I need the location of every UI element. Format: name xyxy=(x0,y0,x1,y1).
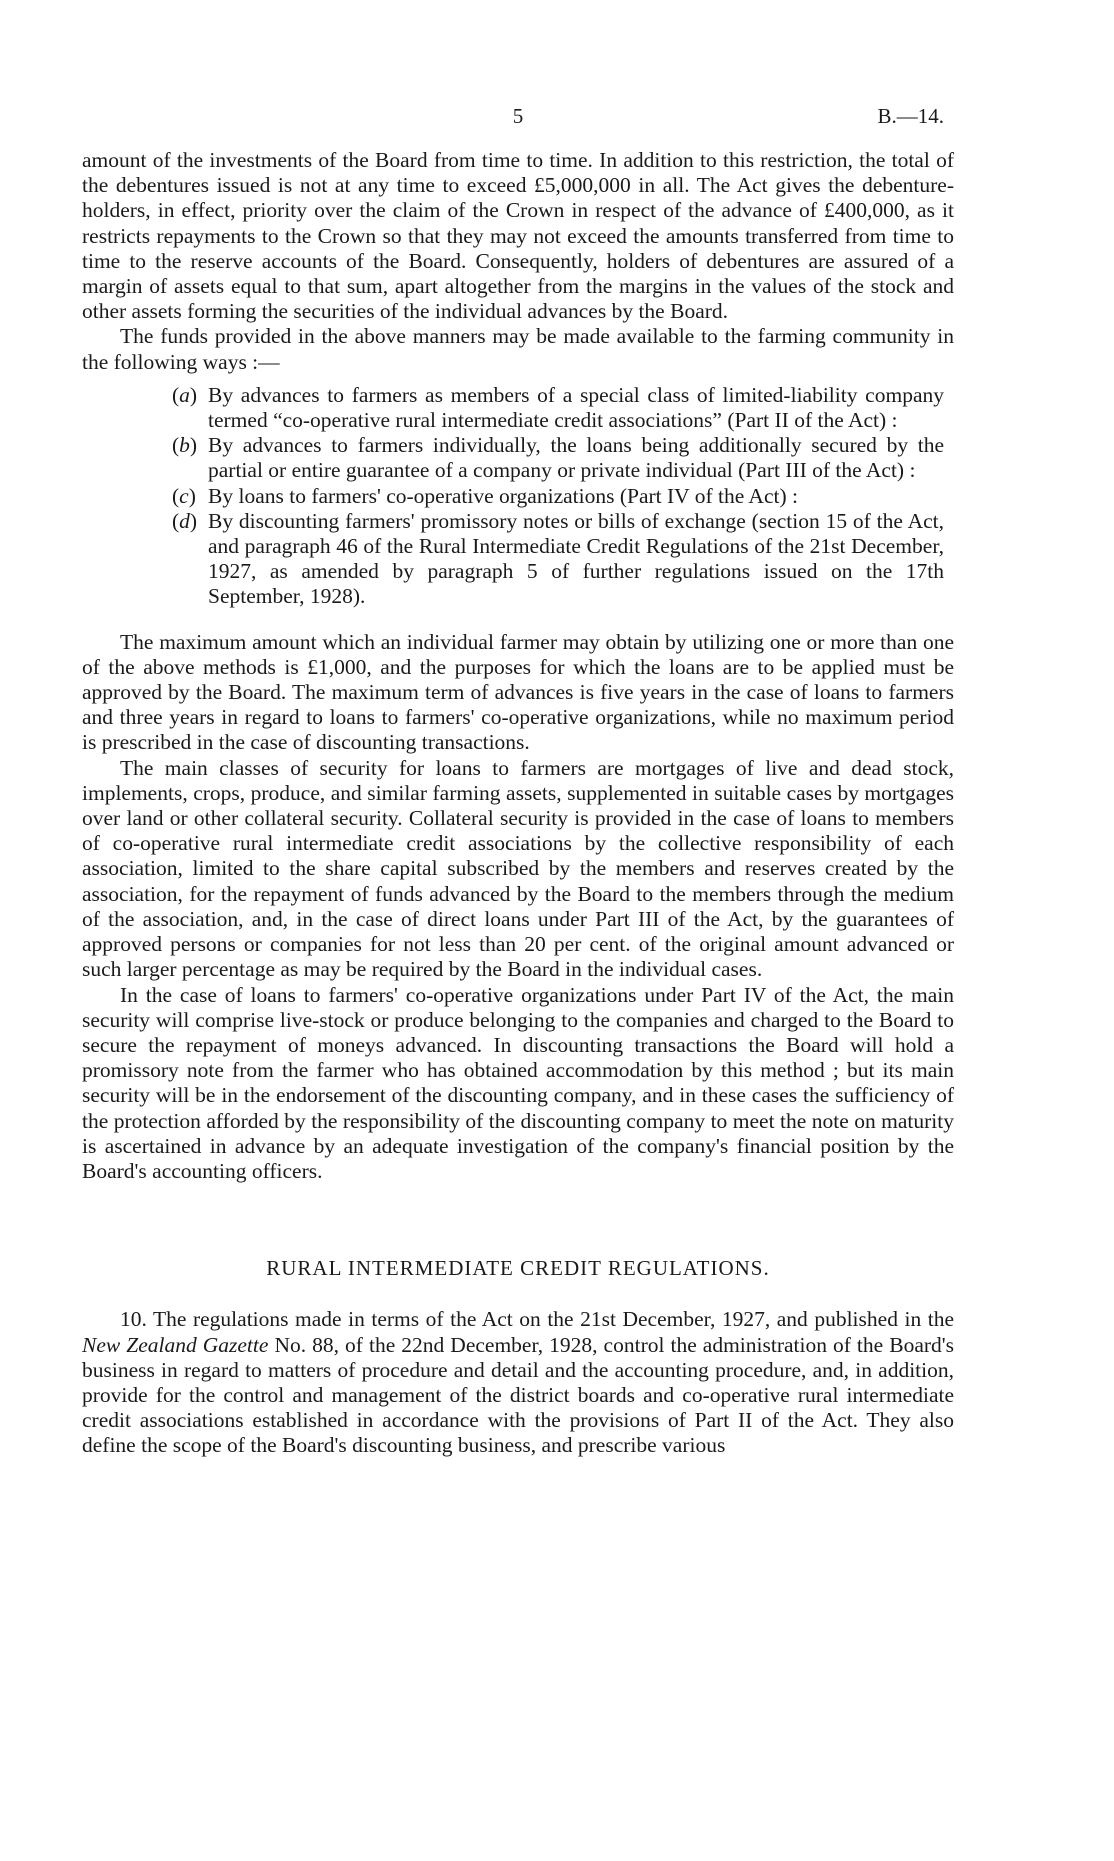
list-item-text: By advances to farmers as members of a special class of limited-liability company termed “co-operative rural intermediate credit associations” (Part II of the Act) : xyxy=(208,382,944,433)
section-heading: RURAL INTERMEDIATE CREDIT REGULATIONS. xyxy=(266,1256,770,1281)
list-item xyxy=(82,509,954,610)
list-item-text: By discounting farmers' promissory notes or bills of exchange (section 15 of the Act, and paragraph 46 of the Rural Intermediate Credit Regulations of the 21st December, 1927, as amended by paragraph 5 of further regulations issued on the 17th September, 1928). xyxy=(208,508,944,609)
list-item xyxy=(82,383,954,433)
page-header xyxy=(82,104,954,134)
list-item xyxy=(82,484,954,509)
gazette-title: New Zealand Gazette xyxy=(82,1332,269,1357)
list-item-text: By advances to farmers individually, the loans being additionally secured by the partial or entire guarantee of a company or private individual (Part III of the Act) : xyxy=(208,433,944,483)
list-marker: (c) xyxy=(172,483,196,508)
list-marker: (d) xyxy=(172,508,198,533)
list-item-text: By loans to farmers' co-operative organizations (Part IV of the Act) : xyxy=(208,483,798,508)
document-code: B.—14. xyxy=(877,104,944,128)
list-marker: (b) xyxy=(172,433,198,458)
paragraph-cooperative-loans: In the case of loans to farmers' co-operative organizations under Part IV of the Act, the main security will comprise live-stock or produce belonging to the companies and charged to the Board to secure the repayment of moneys advanced. In discounting transactions the Board will hold a promissory note from the farmer who has obtained accommodation by this method ; but its main security will be in the endorsement of the discounting company, and in these cases the sufficiency of the protection afforded by the responsibility of the discounting company to meet the note on maturity is ascertained in advance by an adequate investigation of the company's financial position by the Board's accounting officers. xyxy=(82,982,954,1183)
page-content xyxy=(82,104,954,1459)
methods-list xyxy=(82,383,954,610)
regulations-text-start: 10. The regulations made in terms of the Act on the 21st December, 1927, and published in the xyxy=(120,1307,954,1332)
page-number: 5 xyxy=(512,104,524,128)
paragraph-security-classes: The main classes of security for loans to farmers are mortgages of live and dead stock, implements, crops, produce, and similar farming assets, supplemented in suitable cases by mortgages over land or other collateral security. Collateral security is provided in the case of loans to members of co-operative rural intermediate credit associations by the collective responsibility of each association, limited to the share capital subscribed by the members and reserves created by the association, for the repayment of funds advanced by the Board to the members through the medium of the association, and, in the case of direct loans under Part III of the Act, by the guarantees of approved persons or companies for not less than 20 per cent. of the original amount advanced or such larger percentage as may be required by the Board in the individual cases. xyxy=(82,755,954,982)
paragraph-debenture-restriction: amount of the investments of the Board from time to time. In addition to this restriction, the total of the debentures issued is not at any time to exceed £5,000,000 in all. The Act gives the debenture-holders, in effect, priority over the claim of the Crown in respect of the advance of £400,000, as it restricts repayments to the Crown so that they may not exceed the amounts transferred from time to time to the reserve accounts of the Board. Consequently, holders of debentures are assured of a margin of assets equal to that sum, apart altogether from the margins in the values of the stock and other assets forming the securities of the individual advances by the Board. xyxy=(82,148,954,324)
regulations-text-end: No. 88, of the 22nd December, 1928, control the administration of the Board's business in regard to matters of procedure and detail and the accounting procedure, and, in addition, provide for the control and management of the district boards and co-operative rural intermediate credit associations established in accordance with the provisions of Part II of the Act. They also define the scope of the Board's discounting business, and prescribe various xyxy=(82,1332,955,1458)
paragraph-funds-availability: The funds provided in the above manners may be made available to the farming community in the following ways :— xyxy=(82,324,954,374)
list-item xyxy=(82,433,954,483)
list-marker: (a) xyxy=(172,382,198,407)
spacer xyxy=(82,620,954,630)
paragraph-regulations xyxy=(82,1307,954,1458)
paragraph-maximum-amount: The maximum amount which an individual farmer may obtain by utilizing one or more than one of the above methods is £1,000, and the purposes for which the loans are to be applied must be approved by the Board. The maximum term of advances is five years in the case of loans to farmers and three years in regard to loans to farmers' co-operative organizations, while no maximum period is prescribed in the case of discounting transactions. xyxy=(82,629,954,755)
